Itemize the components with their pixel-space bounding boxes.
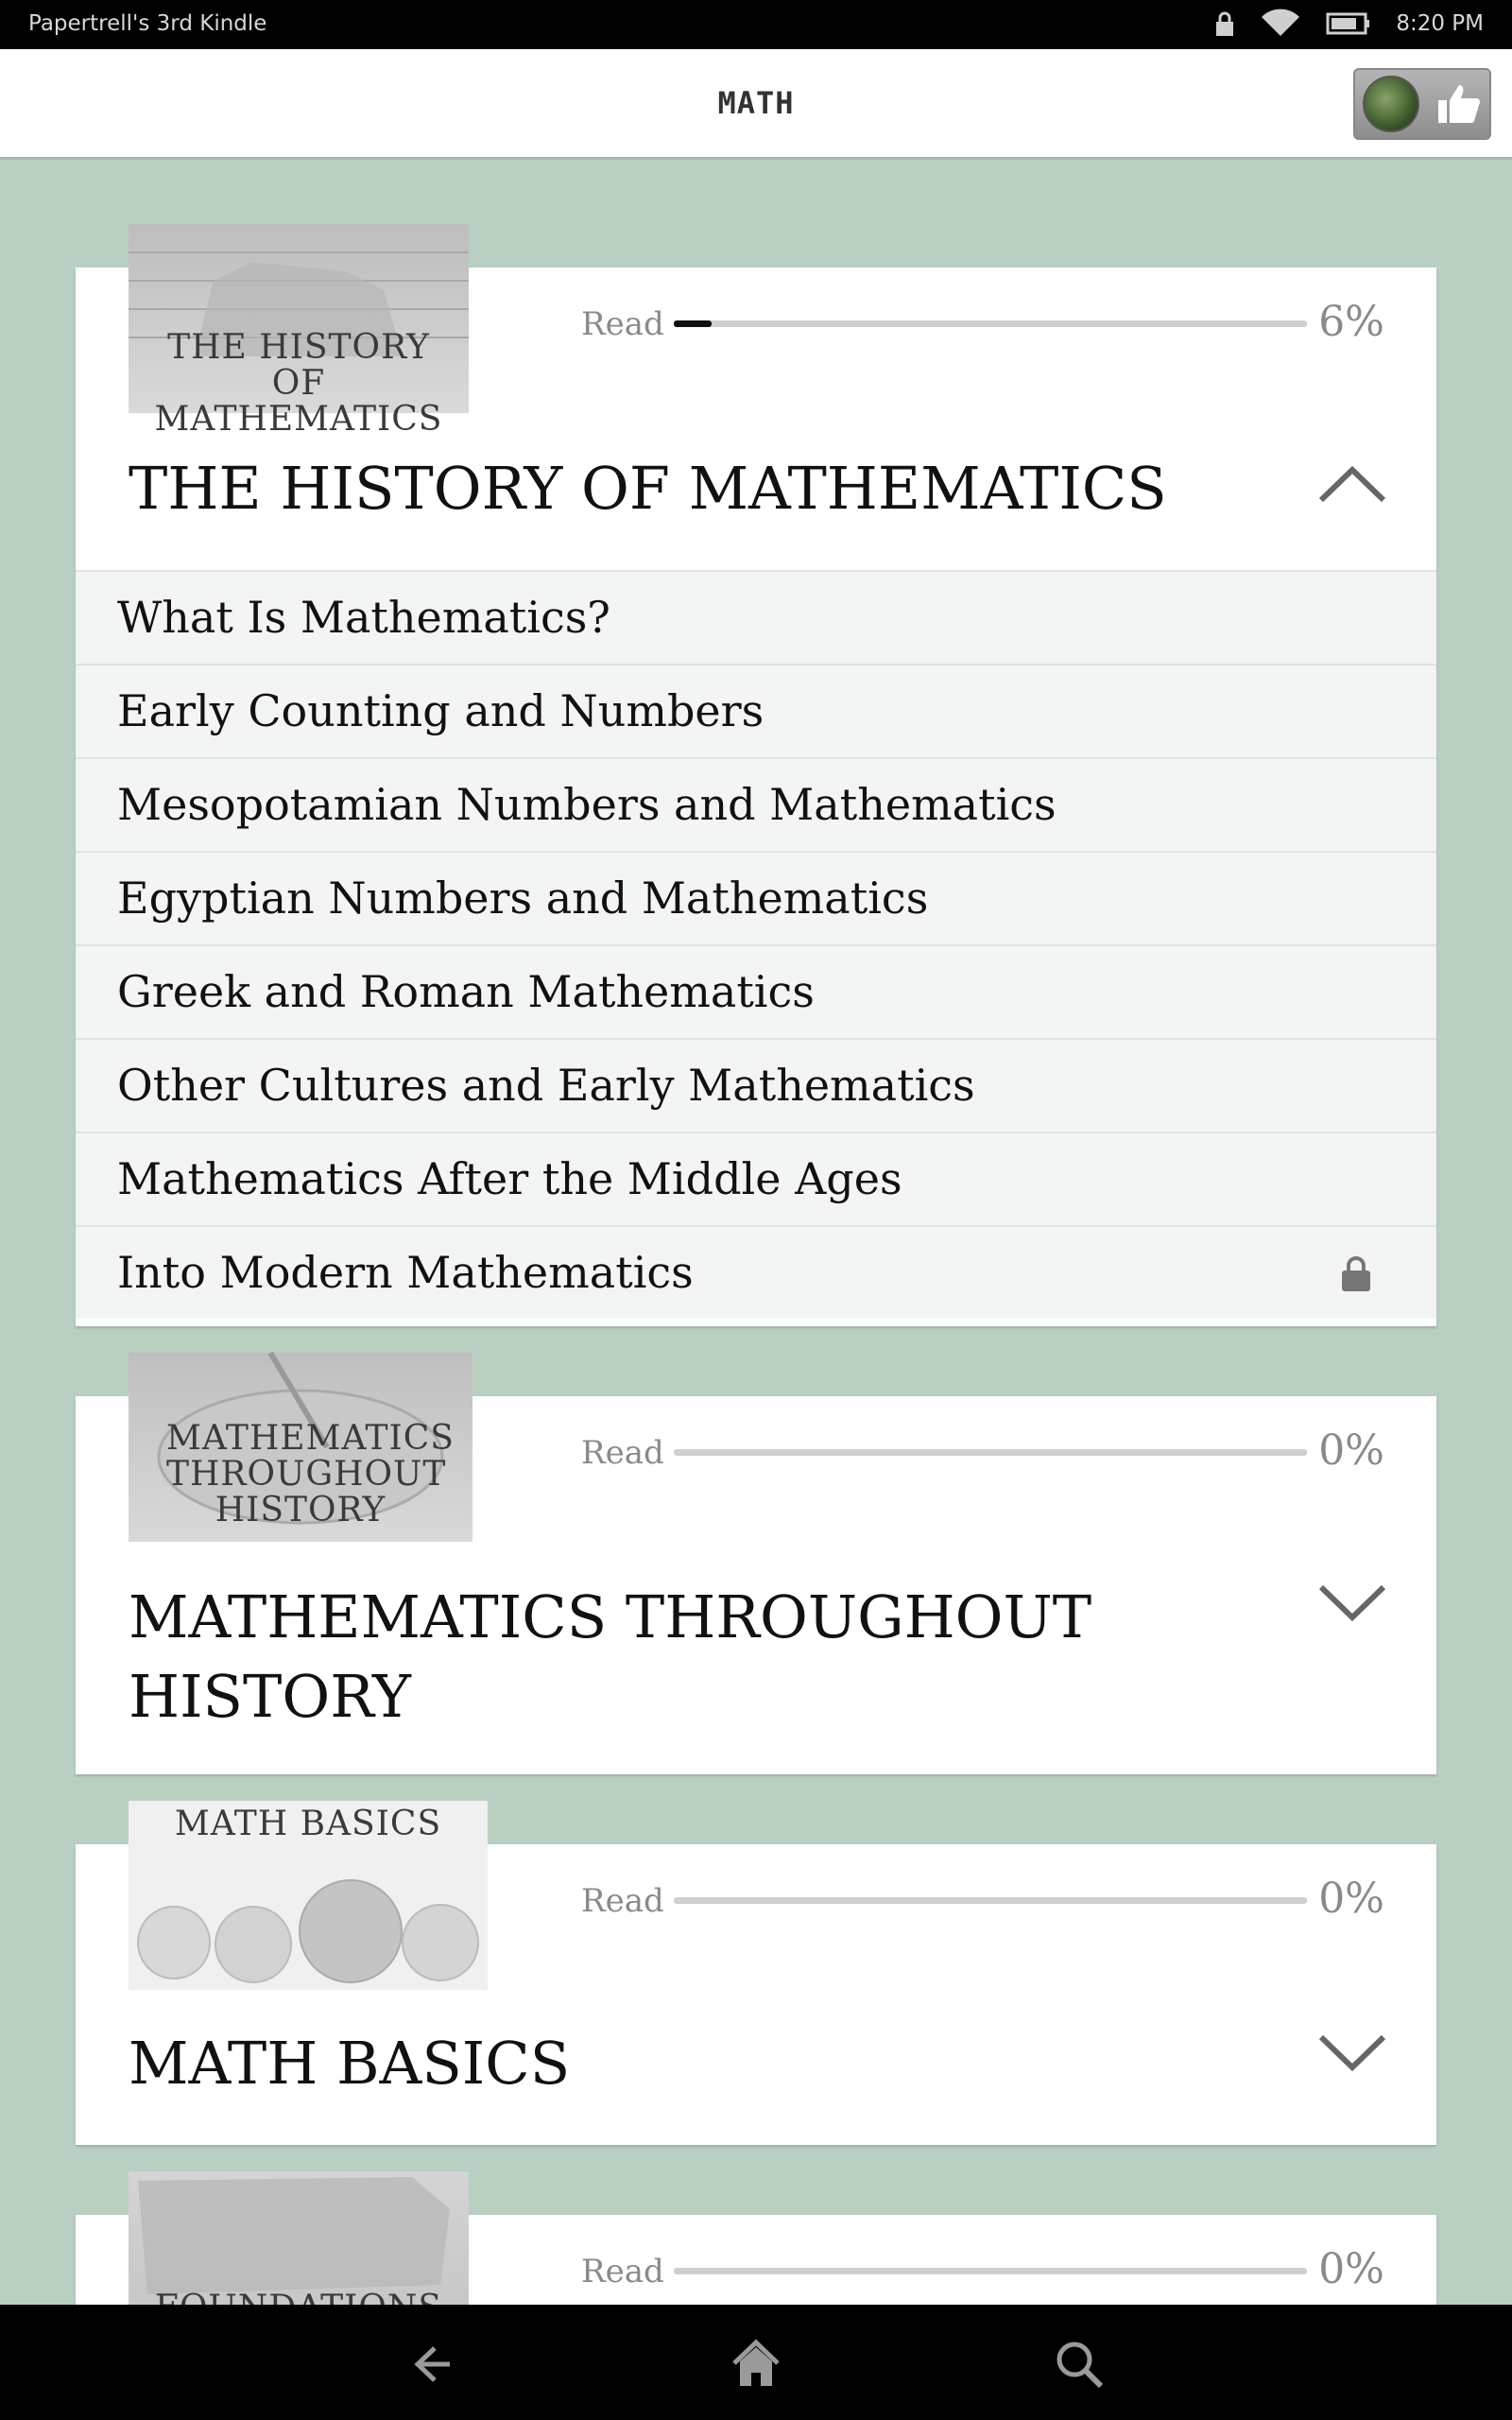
chapter-item[interactable] (76, 1132, 1436, 1225)
chapter-label: Mesopotamian Numbers and Mathematics (117, 779, 1057, 830)
progress-label: Read (581, 305, 664, 343)
status-icons (1214, 9, 1484, 38)
cover-title: THE HISTORY OF MATHEMATICS (154, 328, 443, 439)
progress-row (581, 298, 1384, 346)
chevron-down-icon[interactable] (1317, 2033, 1387, 2075)
chapter-label: Other Cultures and Early Mathematics (117, 1060, 975, 1111)
chapter-item[interactable] (76, 757, 1436, 851)
progress-bar (674, 1897, 1307, 1904)
lock-icon (1340, 1255, 1372, 1293)
clock: 8:20 PM (1396, 11, 1484, 36)
battery-icon (1326, 11, 1371, 36)
book-cover (129, 224, 469, 439)
cover-apples-illustration (129, 1801, 488, 1990)
chapter-label: Into Modern Mathematics (117, 1247, 694, 1298)
chapter-label: Mathematics After the Middle Ages (117, 1153, 902, 1204)
progress-percent: 0% (1318, 1426, 1384, 1475)
like-button[interactable] (1353, 68, 1491, 140)
book-card-history-of-mathematics[interactable] (76, 268, 1436, 1326)
book-cover (129, 1801, 488, 1990)
app-header (0, 49, 1512, 160)
chapter-item[interactable] (76, 664, 1436, 757)
book-title[interactable]: MATHEMATICS THROUGHOUT HISTORY (129, 1582, 1092, 1731)
book-cover (129, 1353, 472, 1542)
back-icon[interactable] (401, 2331, 467, 2397)
progress-label: Read (581, 1434, 664, 1472)
progress-label: Read (581, 1882, 664, 1920)
chapter-item-locked[interactable] (76, 1225, 1436, 1319)
book-title[interactable]: MATH BASICS (129, 2029, 571, 2098)
progress-percent: 6% (1318, 298, 1384, 346)
avatar (1363, 76, 1419, 132)
status-bar (0, 0, 1512, 49)
search-icon[interactable] (1046, 2331, 1112, 2397)
cover-title: MATH BASICS (174, 1805, 442, 1843)
book-card-mathematics-throughout-history[interactable] (76, 1396, 1436, 1774)
chapter-label: Early Counting and Numbers (117, 685, 765, 736)
progress-label: Read (581, 2253, 664, 2290)
chapter-list (76, 570, 1436, 1319)
chapter-label: Egyptian Numbers and Mathematics (117, 873, 929, 924)
progress-fill (674, 320, 712, 327)
system-nav-bar (0, 2305, 1512, 2420)
chapter-item[interactable] (76, 944, 1436, 1038)
book-title[interactable]: THE HISTORY OF MATHEMATICS (129, 454, 1167, 523)
chapter-item[interactable] (76, 851, 1436, 944)
chapter-label: What Is Mathematics? (117, 592, 610, 643)
progress-percent: 0% (1318, 1875, 1384, 1923)
progress-row (581, 1426, 1384, 1475)
book-card-math-basics[interactable] (76, 1805, 1436, 2145)
chevron-up-icon[interactable] (1317, 462, 1387, 504)
page-title: MATH (717, 85, 795, 121)
thumbs-up-icon (1436, 81, 1482, 127)
progress-bar (674, 1449, 1307, 1456)
chapter-item[interactable] (76, 1038, 1436, 1132)
progress-percent: 0% (1318, 2245, 1384, 2293)
progress-row (581, 2245, 1384, 2293)
home-icon[interactable] (723, 2331, 789, 2397)
lock-icon (1214, 10, 1235, 37)
progress-row (581, 1875, 1384, 1923)
progress-bar (674, 320, 1307, 327)
wifi-icon (1260, 9, 1301, 38)
device-name: Papertrell's 3rd Kindle (28, 11, 267, 36)
chevron-down-icon[interactable] (1317, 1583, 1387, 1625)
chapter-label: Greek and Roman Mathematics (117, 966, 815, 1017)
progress-bar (674, 2268, 1307, 2274)
chapter-item[interactable] (76, 570, 1436, 664)
cover-title: MATHEMATICS THROUGHOUT HISTORY (166, 1419, 455, 1530)
